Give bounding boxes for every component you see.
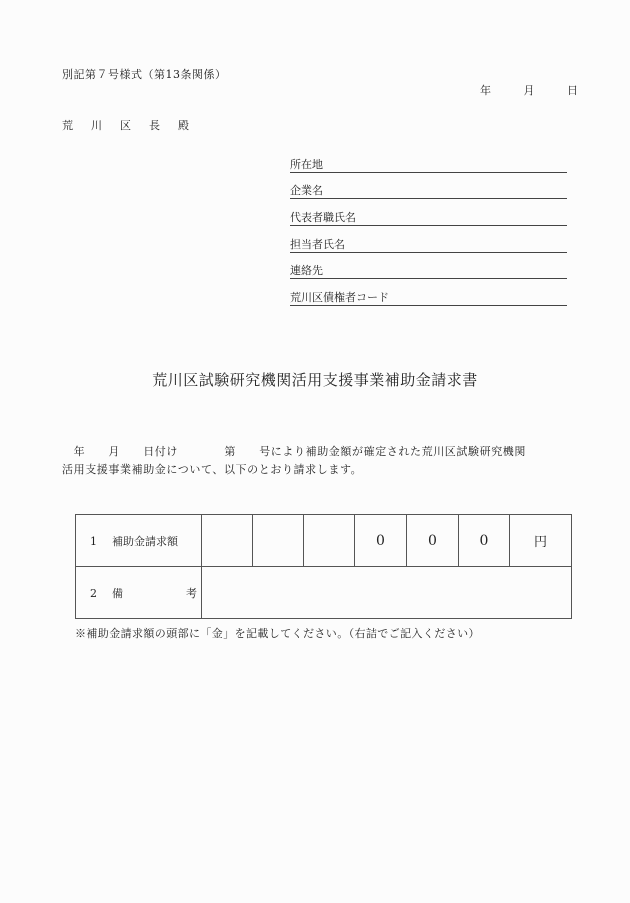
document-title: 荒川区試験研究機関活用支援事業補助金請求書 [152, 371, 478, 389]
row-label: 補助金請求額 [112, 534, 178, 548]
field-contact-info[interactable] [290, 264, 567, 279]
form-number: 別記第７号様式（第13条関係） [62, 68, 227, 81]
amount-digit-cell: 0 [407, 515, 459, 567]
date-month: 月 [523, 84, 535, 97]
addressee-char: 荒 [62, 119, 73, 132]
body-text [62, 443, 526, 479]
amount-digit-cell: 0 [459, 515, 510, 567]
note-text: ※補助金請求額の頭部に「金」を記載してください。（右詰でご記入ください） [75, 627, 480, 640]
addressee-char: 区 [120, 119, 131, 132]
field-label: 企業名 [290, 184, 323, 197]
field-contact-person[interactable] [290, 238, 567, 253]
table-row-remarks [76, 567, 572, 619]
addressee-char: 長 [149, 119, 160, 132]
body-line-1: 年 月 日付け 第 号により補助金額が確定された荒川区試験研究機関 [62, 445, 526, 458]
date-year: 年 [480, 84, 491, 97]
request-table [75, 514, 572, 619]
field-creditor-code[interactable] [290, 291, 567, 306]
field-label: 荒川区債権者コード [290, 291, 389, 304]
field-label: 連絡先 [290, 264, 323, 277]
amount-label-cell [76, 515, 202, 567]
amount-digit-cell: 0 [355, 515, 407, 567]
remarks-value-cell[interactable] [202, 567, 572, 619]
addressee-char: 川 [91, 119, 102, 132]
table-row-amount [76, 515, 572, 567]
amount-digit-cell[interactable] [304, 515, 355, 567]
addressee [62, 117, 207, 133]
row-label-left: 備 [112, 586, 123, 600]
field-company-name[interactable] [290, 184, 567, 199]
field-representative[interactable] [290, 211, 567, 226]
row-number: 2 [90, 586, 97, 600]
remarks-label-cell [76, 567, 202, 619]
amount-digit-cell[interactable] [202, 515, 253, 567]
body-line-2: 活用支援事業補助金について、以下のとおり請求します。 [62, 463, 363, 476]
amount-digit-cell[interactable] [253, 515, 304, 567]
row-number: 1 [90, 534, 97, 548]
addressee-char: 殿 [178, 119, 189, 132]
yen-unit-cell: 円 [510, 515, 572, 567]
date-day: 日 [567, 84, 578, 97]
field-label: 代表者職氏名 [290, 211, 356, 224]
date-line [480, 82, 578, 98]
field-label: 所在地 [290, 158, 323, 171]
row-label-right: 考 [186, 586, 197, 600]
field-address[interactable] [290, 158, 567, 173]
field-label: 担当者氏名 [290, 238, 345, 251]
